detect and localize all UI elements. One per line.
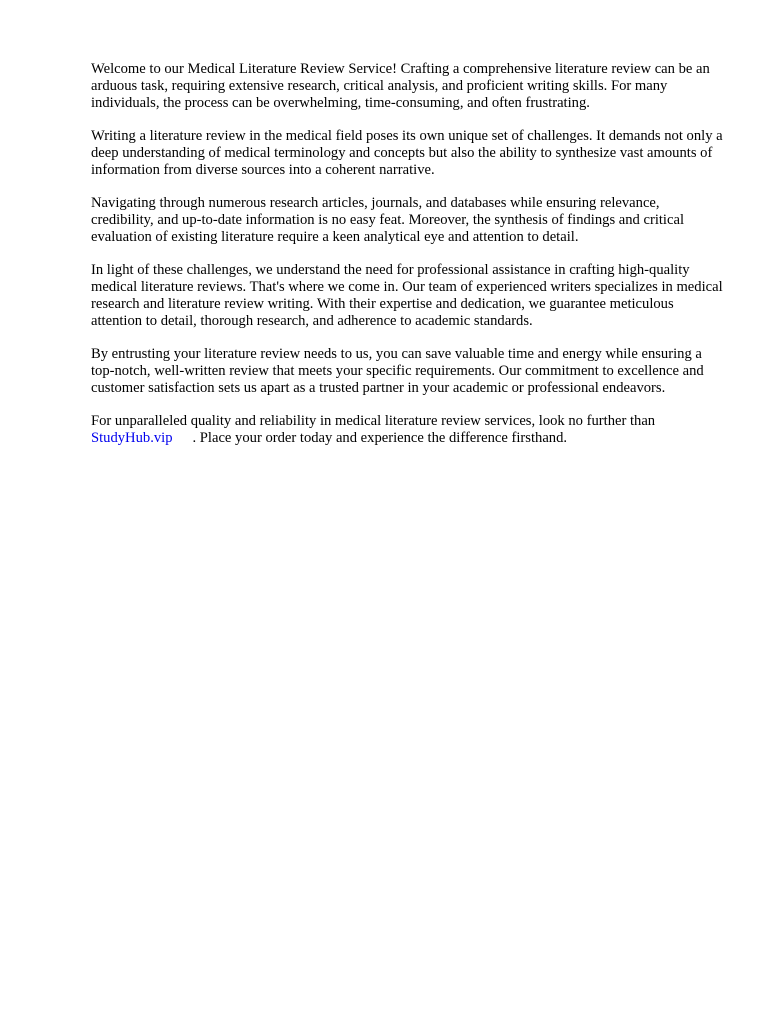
paragraph-intro: Welcome to our Medical Literature Review Service! Crafting a comprehensive literature review can be an arduous task, requiring extensive research, critical analysis, and proficient writing skills. For many individuals, the process can be overwhelming, time-consuming, and often frustrating. (91, 61, 710, 111)
paragraph-entrusting: By entrusting your literature review needs to us, you can save valuable time and energy while ensuring a top-notch, well-written review that meets your specific requirements. Our commitment to excellence and customer satisfaction sets us apart as a trusted partner in your academic or professional endeavors. (91, 346, 704, 396)
studyhub-link[interactable]: StudyHub.vip (91, 430, 173, 446)
paragraph-navigating: Navigating through numerous research articles, journals, and databases while ensuring relevance, credibility, and up-to-date information is no easy feat. Moreover, the synthesis of findings and critical evaluation of existing literature require a keen analytical eye and attention to detail. (91, 195, 684, 245)
closing-text-before: For unparalleled quality and reliability in medical literature review services, look no further than (91, 413, 656, 429)
paragraph-closing (91, 413, 725, 447)
closing-text-after: . Place your order today and experience the difference firsthand. (192, 430, 568, 446)
paragraph-challenges: Writing a literature review in the medical field poses its own unique set of challenges. It demands not only a deep understanding of medical terminology and concepts but also the ability to synthesize vast amounts of information from diverse sources into a coherent narrative. (91, 128, 723, 178)
document-body (91, 61, 725, 463)
paragraph-assistance: In light of these challenges, we understand the need for professional assistance in crafting high-quality medical literature reviews. That's where we come in. Our team of experienced writers specializes in medical research and literature review writing. With their expertise and dedication, we guarantee meticulous attention to detail, thorough research, and adherence to academic standards. (91, 262, 723, 329)
